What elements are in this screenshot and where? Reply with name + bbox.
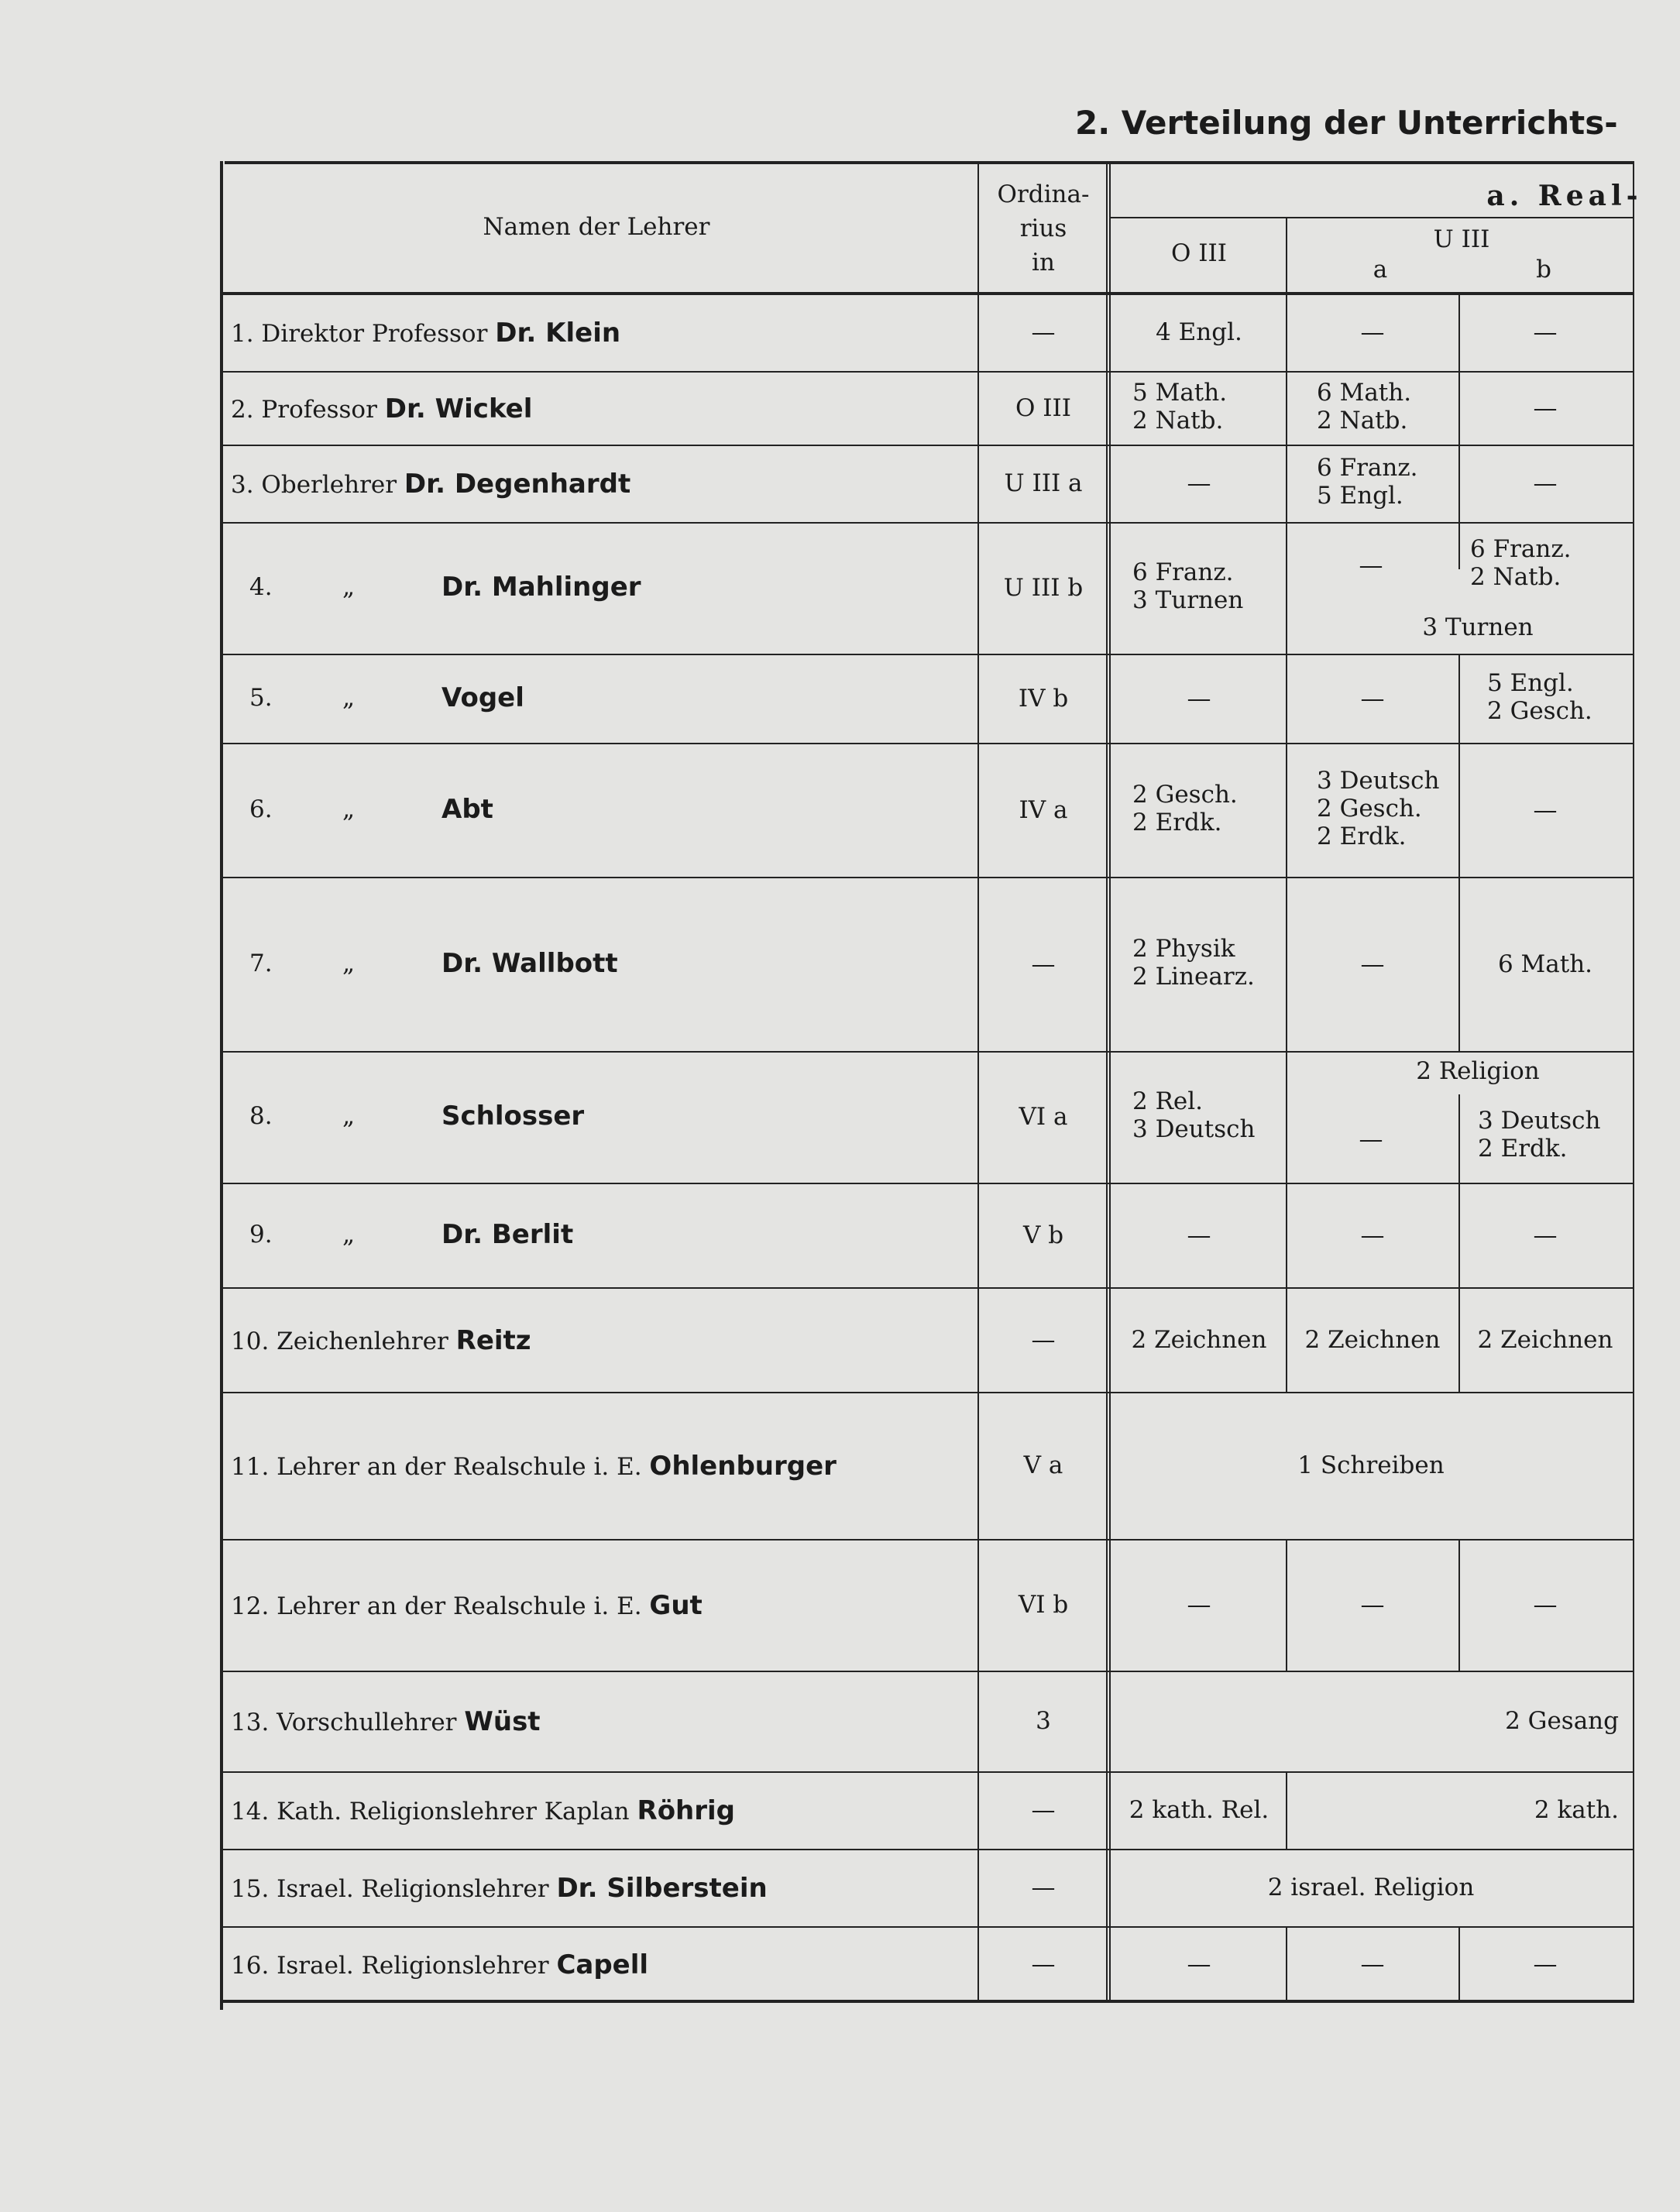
u3a-header: a xyxy=(1373,256,1388,283)
col-rule-u3a xyxy=(1458,878,1460,1052)
ordinarius-header: rius xyxy=(1019,215,1067,242)
col-rule-right xyxy=(1633,878,1634,1052)
teacher-name: Dr. Mahlinger xyxy=(441,572,641,603)
col-rule-ordinarius-1 xyxy=(1106,1540,1108,1671)
u3a-cell: — xyxy=(1360,1949,1385,1978)
col-rule-u3a xyxy=(1458,523,1460,569)
col-rule-u3a xyxy=(1458,654,1460,744)
u3-span: 2 Religion xyxy=(1416,1057,1540,1085)
u3a-cell: 2 Erdk. xyxy=(1317,822,1407,850)
row-rule xyxy=(220,1926,1634,1928)
u3-header: U III xyxy=(1433,225,1490,253)
col-rule-u3a xyxy=(1458,294,1460,372)
col-rule-names xyxy=(977,654,979,744)
row-rule xyxy=(220,1849,1634,1850)
u3a-cell: 5 Engl. xyxy=(1317,482,1403,510)
col-rule-ordinarius-1 xyxy=(1106,1052,1108,1183)
col-rule-right xyxy=(1633,1772,1634,1850)
u3b-cell: — xyxy=(1533,1949,1558,1978)
teacher-name: Dr. Degenhardt xyxy=(404,469,631,500)
col-rule-ordinarius-1 xyxy=(1106,1183,1108,1288)
row-rule xyxy=(220,1287,1634,1289)
col-rule-ordinarius-1 xyxy=(1106,1772,1108,1850)
header-bottom-rule xyxy=(220,292,1634,295)
col-rule-names xyxy=(977,1671,979,1772)
o3-cell: 2 Zeichnen xyxy=(1131,1325,1267,1354)
teacher-entry xyxy=(231,1451,837,1482)
col-rule-ordinarius-1 xyxy=(1106,523,1108,654)
u3a-cell: 6 Franz. xyxy=(1317,454,1418,482)
names-header: Namen der Lehrer xyxy=(483,213,710,241)
u3b-cell: — xyxy=(1533,1221,1558,1249)
col-rule-ordinarius-2 xyxy=(1109,1183,1111,1288)
ordinarius-class: O III xyxy=(1015,393,1072,422)
ditto-mark: „ xyxy=(342,949,356,977)
u3a-cell: 6 Math. xyxy=(1317,378,1412,407)
col-rule-ordinarius-2 xyxy=(1109,654,1111,744)
o3-cell: — xyxy=(1187,684,1211,713)
ordinarius-class: VI a xyxy=(1019,1103,1068,1131)
col-rule-o3 xyxy=(1286,445,1287,523)
col-rule-names xyxy=(977,878,979,1052)
teacher-title: 16. Israel. Religionslehrer xyxy=(231,1951,557,1980)
u3a-cell: 3 Deutsch xyxy=(1317,766,1440,795)
ordinarius-class: 3 xyxy=(1036,1707,1051,1735)
teacher-name: Dr. Wickel xyxy=(384,393,533,424)
section-header: a. Real- xyxy=(1486,180,1643,212)
col-rule-right xyxy=(1633,445,1634,523)
col-rule-ordinarius-1 xyxy=(1106,294,1108,372)
ordinarius-class: V b xyxy=(1022,1221,1064,1249)
ditto-mark: „ xyxy=(342,1220,356,1249)
o3-cell: — xyxy=(1187,1949,1211,1978)
row-rule xyxy=(220,1539,1634,1540)
col-rule-o3 xyxy=(1286,1052,1287,1183)
teacher-title: 1. Direktor Professor xyxy=(231,320,496,348)
ditto-mark: „ xyxy=(342,795,356,823)
ordinarius-class: U III b xyxy=(1003,574,1084,602)
col-rule-o3 xyxy=(1286,1540,1287,1671)
u3-span: 3 Turnen xyxy=(1422,613,1534,641)
teacher-name: Vogel xyxy=(441,682,524,713)
u3a-cell: 2 Zeichnen xyxy=(1304,1325,1441,1354)
row-rule xyxy=(220,654,1634,655)
ordinarius-class: IV a xyxy=(1019,795,1068,824)
teacher-number: 4. xyxy=(249,573,273,601)
teacher-name: Gut xyxy=(649,1590,703,1621)
col-rule-ordinarius-2 xyxy=(1109,1540,1111,1671)
row-rule xyxy=(220,1671,1634,1672)
col-rule-names xyxy=(977,1288,979,1393)
col-rule-right xyxy=(1633,1183,1634,1288)
col-rule-ordinarius-2 xyxy=(1109,372,1111,445)
ordinarius-class: V a xyxy=(1023,1451,1063,1479)
col-rule-u3a xyxy=(1458,445,1460,523)
col-rule-o3 xyxy=(1286,523,1287,654)
col-rule-ordinarius-1 xyxy=(1106,1393,1108,1540)
col-rule-o3 xyxy=(1286,1772,1287,1850)
col-rule-right xyxy=(1633,372,1634,445)
ordinarius-class: — xyxy=(1031,1796,1056,1824)
ordinarius-class: IV b xyxy=(1018,684,1069,713)
col-rule-right xyxy=(1633,1850,1634,1927)
teacher-title: 15. Israel. Religionslehrer xyxy=(231,1875,557,1903)
u3b-cell: 2 Zeichnen xyxy=(1477,1325,1613,1354)
teacher-entry xyxy=(231,1706,541,1737)
row-rule xyxy=(220,2001,1634,2003)
col-rule-ordinarius-2 xyxy=(1109,878,1111,1052)
subject-span: 2 Gesang xyxy=(1505,1707,1619,1735)
teacher-entry xyxy=(231,1873,768,1904)
col-rule-right xyxy=(1633,1927,1634,2002)
o3-cell: 2 Natb. xyxy=(1132,406,1224,434)
col-rule-ordinarius-1 xyxy=(1106,878,1108,1052)
o3-cell: 4 Engl. xyxy=(1156,318,1242,346)
col-rule-ordinarius-2 xyxy=(1109,523,1111,654)
col-rule-ordinarius-1 xyxy=(1106,1288,1108,1393)
teacher-name: Röhrig xyxy=(637,1795,736,1826)
teacher-title: 10. Zeichenlehrer xyxy=(231,1327,456,1355)
header-divider-o3 xyxy=(1286,217,1287,292)
teacher-entry xyxy=(231,1324,531,1356)
teacher-name: Dr. Klein xyxy=(495,318,621,349)
col-rule-ordinarius-1 xyxy=(1106,445,1108,523)
col-rule-names xyxy=(977,294,979,372)
row-rule xyxy=(220,522,1634,524)
u3b-cell: 2 Erdk. xyxy=(1478,1135,1568,1163)
col-rule-right xyxy=(1633,1288,1634,1393)
col-rule-right xyxy=(1633,744,1634,878)
section-subrule xyxy=(1109,217,1633,218)
teacher-entry xyxy=(231,1949,649,1980)
o3-cell: 3 Deutsch xyxy=(1132,1115,1256,1143)
teacher-name: Schlosser xyxy=(441,1101,585,1132)
col-rule-ordinarius-2 xyxy=(1109,1671,1111,1772)
teacher-title: 14. Kath. Religionslehrer Kaplan xyxy=(231,1798,637,1826)
u3b-header: b xyxy=(1536,256,1551,283)
u3a-cell: — xyxy=(1359,1125,1383,1153)
o3-cell: 2 Linearz. xyxy=(1132,962,1255,991)
o3-cell: — xyxy=(1187,1221,1211,1249)
col-rule-ordinarius-1 xyxy=(1106,654,1108,744)
col-rule-names xyxy=(977,744,979,878)
header-divider-ordinarius-1 xyxy=(1106,164,1108,292)
o3-cell: 5 Math. xyxy=(1132,378,1228,407)
teacher-number: 6. xyxy=(249,795,273,823)
ordinarius-class: — xyxy=(1031,1949,1056,1978)
col-rule-u3a xyxy=(1458,744,1460,878)
u3b-cell: — xyxy=(1533,318,1558,346)
col-rule-ordinarius-2 xyxy=(1109,1772,1111,1850)
col-rule-names xyxy=(977,1772,979,1850)
col-rule-u3a xyxy=(1458,1183,1460,1288)
col-rule-ordinarius-1 xyxy=(1106,1927,1108,2002)
u3b-cell: — xyxy=(1533,1591,1558,1619)
teacher-number: 5. xyxy=(249,683,273,712)
col-rule-o3 xyxy=(1286,878,1287,1052)
col-rule-ordinarius-1 xyxy=(1106,744,1108,878)
u3b-cell: 6 Franz. xyxy=(1470,535,1572,563)
teacher-entry xyxy=(231,1592,703,1619)
table-top-rule xyxy=(225,161,1634,164)
ordinarius-header: Ordina- xyxy=(997,180,1090,208)
ordinarius-header: in xyxy=(1032,249,1055,276)
teacher-name: Dr. Silberstein xyxy=(556,1873,768,1904)
col-rule-names xyxy=(977,372,979,445)
col-rule-o3 xyxy=(1286,744,1287,878)
teacher-title: 11. Lehrer an der Realschule i. E. xyxy=(231,1453,650,1481)
u3a-cell: — xyxy=(1360,1591,1385,1619)
u3b-cell: 3 Deutsch xyxy=(1478,1107,1601,1135)
col-rule-o3 xyxy=(1286,1183,1287,1288)
u3b-cell: — xyxy=(1533,393,1558,422)
ordinarius-class: — xyxy=(1031,1325,1056,1354)
teacher-name: Ohlenburger xyxy=(649,1451,837,1482)
o3-cell: 2 kath. Rel. xyxy=(1129,1796,1269,1824)
teacher-name: Capell xyxy=(556,1949,649,1980)
u3b-cell: 2 Natb. xyxy=(1470,563,1561,591)
teacher-name: Dr. Berlit xyxy=(441,1218,574,1250)
ordinarius-class: — xyxy=(1031,318,1056,346)
u3a-cell: 2 Gesch. xyxy=(1317,794,1422,823)
o3-cell: — xyxy=(1187,1591,1211,1619)
col-rule-ordinarius-1 xyxy=(1106,1671,1108,1772)
teacher-title: 13. Vorschullehrer xyxy=(231,1709,465,1736)
ordinarius-class: U III a xyxy=(1004,469,1083,497)
row-rule xyxy=(220,877,1634,878)
teacher-title: 12. Lehrer an der Realschule i. E. xyxy=(231,1592,650,1620)
col-rule-o3 xyxy=(1286,294,1287,372)
teacher-entry xyxy=(231,469,631,500)
col-rule-right xyxy=(1633,1671,1634,1772)
ditto-mark: „ xyxy=(342,683,356,712)
o3-header: O III xyxy=(1170,239,1228,267)
header-divider-ordinarius-2 xyxy=(1109,164,1111,292)
u3a-cell: — xyxy=(1360,1221,1385,1249)
col-rule-ordinarius-2 xyxy=(1109,294,1111,372)
col-rule-right xyxy=(1633,654,1634,744)
u3b-cell: — xyxy=(1533,795,1558,824)
row-rule xyxy=(220,1051,1634,1053)
col-rule-right xyxy=(1633,523,1634,654)
teacher-name: Dr. Wallbott xyxy=(441,947,618,979)
teacher-entry xyxy=(231,1795,736,1826)
header-divider-names xyxy=(977,164,979,292)
col-rule-o3 xyxy=(1286,1927,1287,2002)
ditto-mark: „ xyxy=(342,573,356,601)
u3b-cell: 2 Gesch. xyxy=(1487,696,1592,725)
col-rule-names xyxy=(977,1927,979,2002)
col-rule-names xyxy=(977,445,979,523)
teacher-number: 9. xyxy=(249,1220,273,1249)
col-rule-ordinarius-2 xyxy=(1109,445,1111,523)
u3-span: 2 kath. xyxy=(1534,1796,1619,1824)
col-rule-u3a xyxy=(1458,1540,1460,1671)
teacher-entry xyxy=(231,318,621,349)
o3-cell: 2 Erdk. xyxy=(1132,808,1222,836)
o3-cell: — xyxy=(1187,469,1211,497)
u3a-cell: — xyxy=(1360,950,1385,978)
row-rule xyxy=(220,371,1634,373)
col-rule-right xyxy=(1633,1393,1634,1540)
teacher-title: 2. Professor xyxy=(231,395,385,424)
col-rule-names xyxy=(977,1052,979,1183)
o3-cell: 2 Rel. xyxy=(1132,1087,1204,1115)
row-rule xyxy=(220,1183,1634,1184)
teacher-entry xyxy=(231,393,533,424)
col-rule-u3a xyxy=(1458,1288,1460,1393)
col-rule-u3a xyxy=(1458,372,1460,445)
col-rule-ordinarius-2 xyxy=(1109,1288,1111,1393)
col-rule-names xyxy=(977,523,979,654)
teacher-number: 7. xyxy=(249,949,273,977)
col-rule-ordinarius-2 xyxy=(1109,1393,1111,1540)
col-rule-right xyxy=(1633,1052,1634,1183)
col-rule-u3a xyxy=(1458,1927,1460,2002)
u3a-cell: — xyxy=(1360,684,1385,713)
teacher-name: Abt xyxy=(441,793,493,825)
ordinarius-class: — xyxy=(1031,1874,1056,1901)
col-rule-u3a xyxy=(1458,1094,1460,1183)
u3a-cell: 2 Natb. xyxy=(1317,406,1408,434)
row-rule xyxy=(220,743,1634,744)
subject-span: 2 israel. Religion xyxy=(1267,1874,1475,1901)
o3-cell: 2 Gesch. xyxy=(1132,780,1238,809)
u3b-cell: — xyxy=(1533,469,1558,497)
teacher-number: 8. xyxy=(249,1102,273,1130)
u3b-cell: 6 Math. xyxy=(1497,950,1593,978)
col-rule-o3 xyxy=(1286,372,1287,445)
row-rule xyxy=(220,1771,1634,1773)
col-rule-ordinarius-2 xyxy=(1109,1052,1111,1183)
col-rule-right xyxy=(1633,1540,1634,1671)
page-title: 2. Verteilung der Unterrichts- xyxy=(1075,104,1618,142)
u3a-cell: — xyxy=(1359,551,1383,579)
row-rule xyxy=(220,1392,1634,1393)
subject-span: 1 Schreiben xyxy=(1297,1451,1445,1479)
col-rule-ordinarius-1 xyxy=(1106,1850,1108,1927)
ordinarius-class: — xyxy=(1031,950,1056,978)
teacher-name: Reitz xyxy=(455,1324,531,1356)
col-rule-ordinarius-1 xyxy=(1106,372,1108,445)
o3-cell: 2 Physik xyxy=(1132,934,1235,963)
col-rule-names xyxy=(977,1540,979,1671)
o3-cell: 6 Franz. xyxy=(1132,558,1234,586)
col-rule-ordinarius-2 xyxy=(1109,744,1111,878)
col-rule-ordinarius-2 xyxy=(1109,1927,1111,2002)
row-rule xyxy=(220,445,1634,446)
u3b-cell: 5 Engl. xyxy=(1487,668,1574,697)
col-rule-names xyxy=(977,1850,979,1927)
table-left-border xyxy=(220,161,223,2010)
col-rule-names xyxy=(977,1183,979,1288)
col-rule-right xyxy=(1633,294,1634,372)
teacher-title: 3. Oberlehrer xyxy=(231,471,404,499)
u3a-cell: — xyxy=(1360,318,1385,346)
ordinarius-class: VI b xyxy=(1018,1591,1069,1619)
col-rule-names xyxy=(977,1393,979,1540)
col-rule-ordinarius-2 xyxy=(1109,1850,1111,1927)
ditto-mark: „ xyxy=(342,1102,356,1130)
col-rule-o3 xyxy=(1286,654,1287,744)
col-rule-o3 xyxy=(1286,1288,1287,1393)
teacher-name: Wüst xyxy=(464,1706,541,1737)
o3-cell: 3 Turnen xyxy=(1132,586,1244,614)
